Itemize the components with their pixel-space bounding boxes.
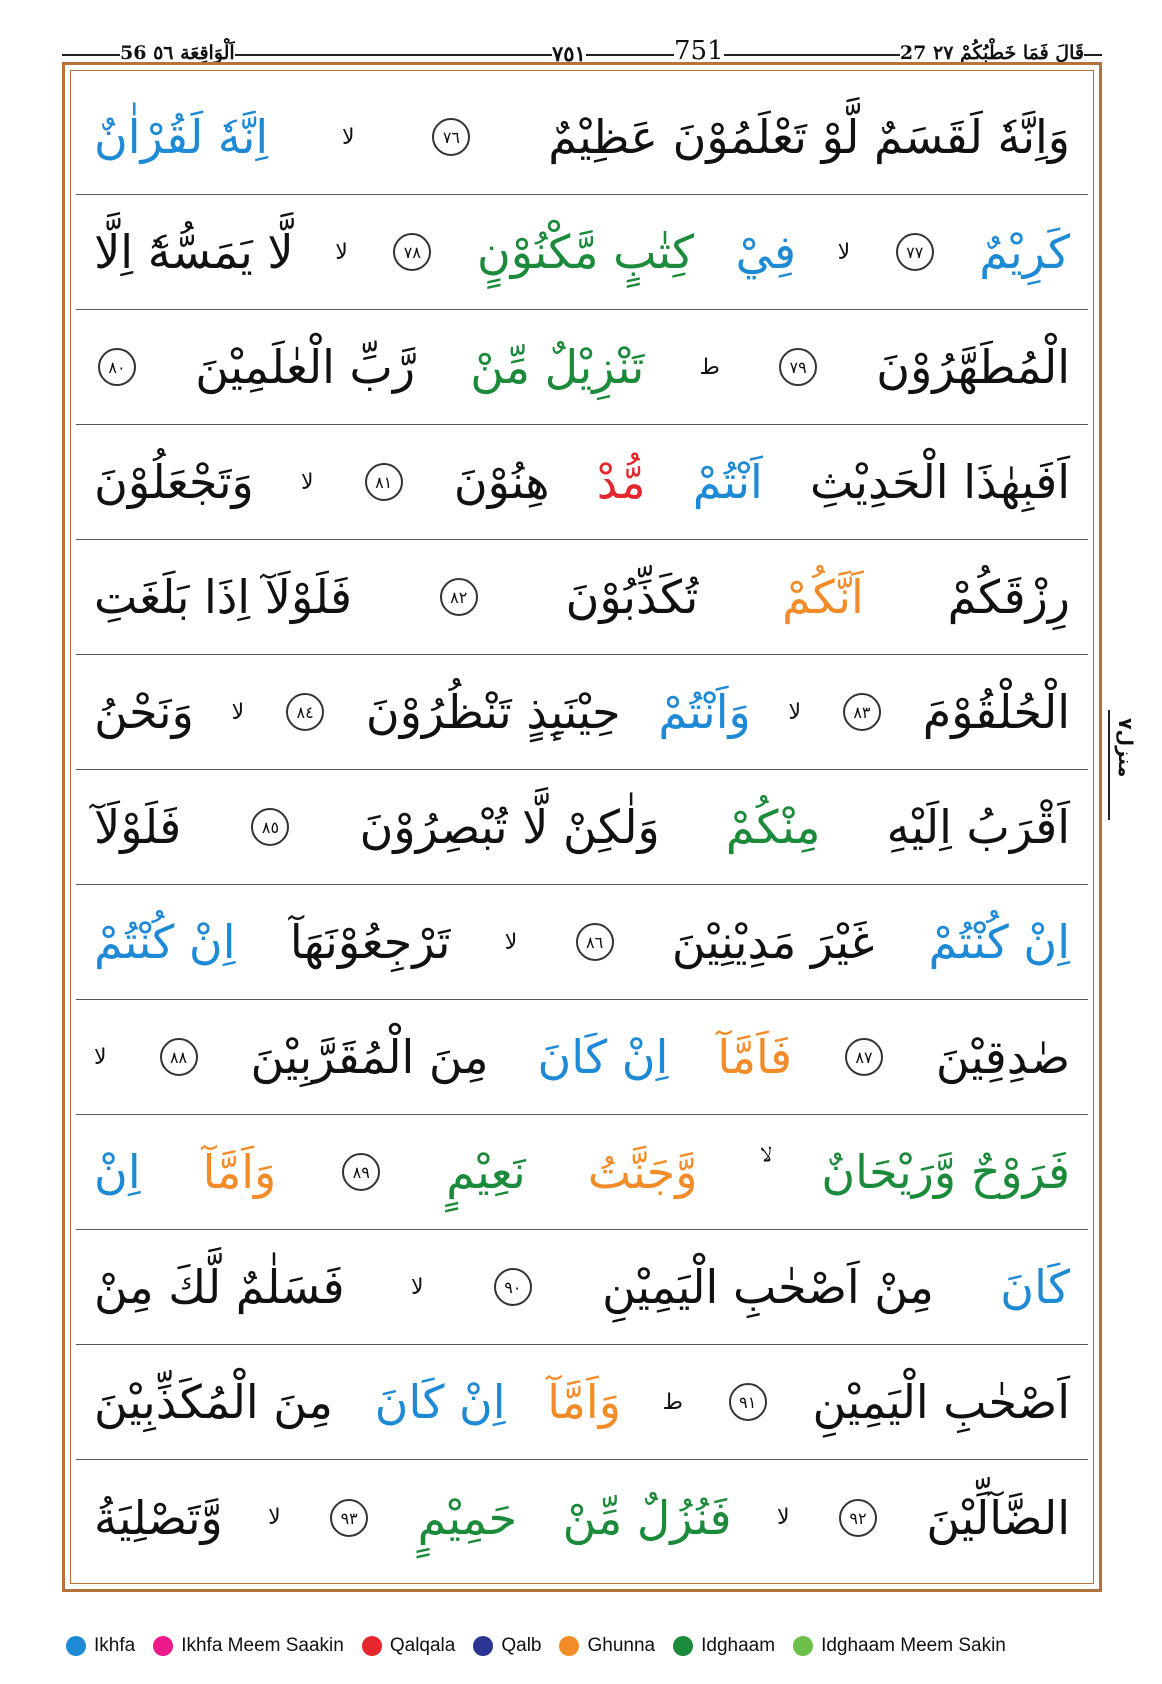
ayah-number-marker: ٨٦ <box>576 923 614 961</box>
verse-text-segment: وَّجَنَّتُ <box>587 1145 698 1199</box>
legend-item <box>66 1635 135 1657</box>
waqf-sign: لا <box>504 929 518 955</box>
verse-text-segment: اِنْ كَانَ <box>537 1030 669 1084</box>
verse-text-segment: فِيْ <box>735 225 796 279</box>
ayah-number-marker: ٨٥ <box>251 808 289 846</box>
verse-text-segment: تَرْجِعُوْنَهَآ <box>289 915 451 969</box>
verse-text-segment: وَلٰكِنْ لَّا تُبْصِرُوْنَ <box>359 800 660 854</box>
verse-text-segment: مِنَ الْمُكَذِّبِيْنَ <box>94 1375 333 1429</box>
verse-text-segment: تَنْزِيْلٌ مِّنْ <box>470 340 645 394</box>
legend-color-dot <box>559 1636 579 1656</box>
verse-text-segment: مِنْكُمْ <box>725 800 821 854</box>
legend-item <box>153 1635 344 1657</box>
verse-text-segment: وَاَمَّآ <box>547 1375 621 1429</box>
ayah-number-marker: ٨٤ <box>286 693 324 731</box>
verse-text-segment: اِنْ <box>94 1145 141 1199</box>
verse-text-segment: هِنُوْنَ <box>453 455 550 509</box>
verse-text-segment: اِنَّهٗ لَقُرْاٰنٌ <box>94 110 269 164</box>
verse-text-segment: وَاَمَّآ <box>202 1145 277 1199</box>
verse-text-segment: غَيْرَ مَدِيْنِيْنَ <box>671 915 875 969</box>
tajweed-legend <box>66 1632 1116 1660</box>
ayah-number-marker: ٨٧ <box>845 1038 883 1076</box>
verse-text-segment: كَانَ <box>1000 1260 1070 1314</box>
verse-text-segment: اِنْ كَانَ <box>374 1375 506 1429</box>
header-surah-name: 56 اَلْوَاقِعَة ٥٦ <box>120 42 235 64</box>
ayah-number-marker: ٧٦ <box>432 118 470 156</box>
verse-text-segment: اَصْحٰبِ الْيَمِيْنِ <box>812 1375 1070 1429</box>
verse-text-segment: صٰدِقِيْنَ <box>935 1030 1070 1084</box>
legend-color-dot <box>673 1636 693 1656</box>
verse-text-segment: رَّبِّ الْعٰلَمِيْنَ <box>195 340 416 394</box>
ayah-number-marker: ٧٧ <box>896 233 934 271</box>
verse-line <box>76 310 1088 425</box>
waqf-sign: ط <box>699 354 720 380</box>
verse-text-segment: فَسَلٰمٌ لَّكَ مِنْ <box>94 1260 345 1314</box>
legend-color-dot <box>362 1636 382 1656</box>
ayah-number-marker: ٨٩ <box>342 1153 380 1191</box>
ayah-number-marker: ٩٠ <box>494 1268 532 1306</box>
waqf-sign: لا <box>788 699 802 725</box>
ayah-number-marker: ٧٨ <box>393 233 431 271</box>
ayah-number-marker: ٩١ <box>729 1383 767 1421</box>
ayah-number-marker: ٨٨ <box>160 1038 198 1076</box>
verse-line <box>76 80 1088 195</box>
verse-text-segment: مُّدْ <box>596 455 646 509</box>
legend-color-dot <box>66 1636 86 1656</box>
verse-text-segment: وَّتَصْلِيَةُ <box>94 1490 223 1545</box>
verse-text-segment: وَاَنْتُمْ <box>658 685 751 739</box>
verse-text-segment: لَّا يَمَسُّهٗٓ اِلَّا <box>94 225 294 279</box>
verse-text-segment: وَنَحْنُ <box>94 685 194 739</box>
verse-text-segment: مِنَ الْمُقَرَّبِيْنَ <box>250 1030 489 1084</box>
legend-item <box>559 1635 655 1657</box>
legend-label: Ikhfa <box>94 1635 136 1656</box>
verse-text-segment: فَاَمَّآ <box>717 1030 792 1084</box>
verse-line <box>76 195 1088 310</box>
verse-line <box>76 1115 1088 1230</box>
legend-label: Qalb <box>501 1635 542 1656</box>
legend-color-dot <box>473 1636 493 1656</box>
verse-text-segment: فَلَوْلَآ <box>94 800 182 854</box>
ayah-number-marker: ٨٢ <box>440 578 478 616</box>
legend-label: Idghaam Meem Sakin <box>821 1635 1006 1656</box>
verse-text-segment: اِنْ كُنْتُمْ <box>928 915 1070 969</box>
waqf-sign: لا <box>231 699 245 725</box>
legend-color-dot <box>793 1636 813 1656</box>
verse-text-segment: اَقْرَبُ اِلَيْهِ <box>886 800 1070 854</box>
verse-text-segment: تُكَذِّبُوْنَ <box>565 570 699 624</box>
verse-line <box>76 885 1088 1000</box>
verse-line <box>76 540 1088 655</box>
verse-text-segment: مِنْ اَصْحٰبِ الْيَمِيْنِ <box>602 1260 934 1314</box>
verse-text-segment: كَرِيْمٌ <box>979 225 1070 279</box>
verse-line <box>76 1345 1088 1460</box>
verse-text-segment: فَلَوْلَآ اِذَا بَلَغَتِ <box>94 570 352 624</box>
manzil-marker <box>1108 710 1144 820</box>
manzil-label: منزل٧ <box>1114 718 1136 778</box>
verse-text-segment: اَفَبِهٰذَا الْحَدِيْثِ <box>809 455 1070 509</box>
verse-text-segment: الْحُلْقُوْمَ <box>922 685 1070 739</box>
waqf-sign: لا <box>94 1044 107 1070</box>
quran-page <box>76 80 1088 1577</box>
legend-item <box>362 1635 456 1657</box>
legend-label: Qalqala <box>389 1635 456 1656</box>
waqf-sign: لا <box>410 1274 424 1300</box>
ayah-number-marker: ٨١ <box>365 463 403 501</box>
waqf-sign: لا <box>268 1505 281 1530</box>
verse-line <box>76 770 1088 885</box>
verse-text-segment: اَنَّكُمْ <box>782 570 864 624</box>
header-page-number-arabic: ٧٥١ <box>552 41 586 66</box>
waqf-sign: ط <box>662 1389 684 1415</box>
verse-text-segment: حَمِيْمٍ <box>417 1490 518 1545</box>
verse-text-segment: فَنُزُلٌ مِّنْ <box>562 1490 732 1545</box>
verse-text-segment: وَاِنَّهٗ لَقَسَمٌ لَّوْ تَعْلَمُوْنَ عَظِيْمٌ <box>548 110 1070 164</box>
verse-line <box>76 1460 1088 1575</box>
verse-line <box>76 655 1088 770</box>
ayah-number-marker: ٧٩ <box>779 348 817 386</box>
verse-text-segment: كِتٰبٍ مَّكْنُوْنٍ <box>476 225 695 279</box>
legend-item <box>473 1635 541 1657</box>
waqf-sign: لا <box>837 239 851 265</box>
ayah-number-marker: ٨٣ <box>843 693 881 731</box>
verse-text-segment: اَنْتُمْ <box>692 455 763 509</box>
ayah-number-marker: ٨٠ <box>98 348 136 386</box>
legend-label: Ghunna <box>587 1635 656 1656</box>
verse-text-segment: حِيْنَىِٕذٍ تَنْظُرُوْنَ <box>365 685 621 739</box>
verse-text-segment: فَرَوْحٌ وَّرَيْحَانٌ <box>821 1145 1070 1199</box>
legend-label: Idghaam <box>701 1635 776 1656</box>
waqf-sign: لا <box>300 469 314 495</box>
verse-line <box>76 1230 1088 1345</box>
verse-text-segment: وَتَجْعَلُوْنَ <box>94 455 254 509</box>
verse-text-segment: رِزْقَكُمْ <box>947 570 1070 624</box>
verse-text-segment: اِنْ كُنْتُمْ <box>94 915 236 969</box>
header-juz-name: 27 قَالَ فَمَا خَطْبُكُمْ ٢٧ <box>899 42 1084 64</box>
verse-text-segment: الْمُطَهَّرُوْنَ <box>876 340 1070 394</box>
legend-item <box>793 1635 1006 1657</box>
verse-text-segment: نَعِيْمٍ <box>446 1145 526 1199</box>
legend-item <box>673 1635 775 1657</box>
waqf-sign: لا <box>776 1505 790 1530</box>
ayah-number-marker: ٩٣ <box>330 1499 368 1537</box>
legend-color-dot <box>153 1636 173 1656</box>
legend-label: Ikhfa Meem Saakin <box>181 1635 344 1656</box>
verse-line <box>76 1000 1088 1115</box>
verse-line <box>76 425 1088 540</box>
waqf-sign: لا <box>342 124 355 150</box>
verse-text-segment: الضَّآلِّيْنَ <box>926 1490 1070 1545</box>
ayah-number-marker: ٩٢ <box>839 1499 877 1537</box>
waqf-sign: لا <box>335 239 348 265</box>
header-page-number: 751 <box>674 36 724 66</box>
